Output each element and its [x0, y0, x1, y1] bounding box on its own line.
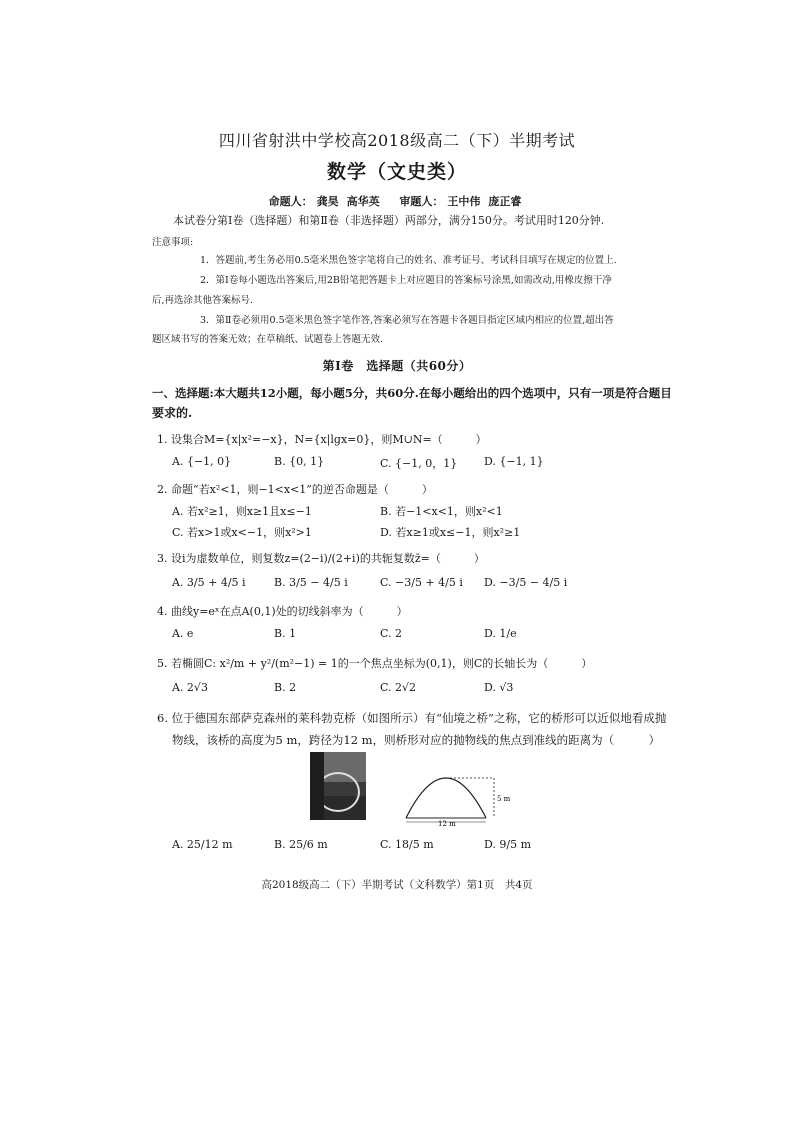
note-2a: 2．第Ⅰ卷每小题选出答案后,用2B铅笔把答题卡上对应题目的答案标号涂黑,如需改动,用橡皮擦干净: [200, 275, 612, 286]
note-3b: 题区域书写的答案无效；在草稿纸、试题卷上答题无效.: [152, 334, 384, 345]
reviewers-label: 审题人： 王中伟 庞正睿: [399, 195, 522, 208]
q1-option-c: C. {−1, 0，1}: [380, 457, 458, 470]
exam-subtitle: 数学（文史类）: [326, 161, 467, 183]
q4-option-b: B. 1: [274, 627, 297, 640]
page-footer: 高2018级高二（下）半期考试（文科数学）第1页 共4页: [261, 879, 533, 891]
authors-line: [0, 193, 794, 209]
note-3a: 3．第Ⅱ卷必须用0.5毫米黑色签字笔作答,答案必须写在答题卡各题目指定区域内相应的位置,超出答: [200, 315, 614, 326]
q5-option-d: D. √3: [484, 681, 514, 694]
authors-label: 命题人： 龚昊 高华英: [268, 195, 380, 208]
q6-option-c: C. 18/5 m: [380, 838, 434, 851]
q3-option-d: D. −3/5 − 4/5 i: [484, 576, 568, 589]
span-label: 12 m: [438, 820, 456, 828]
q2-option-d: D. 若x≥1或x≤−1，则x²≥1: [380, 526, 521, 539]
q3-option-a: A. 3/5 + 4/5 i: [172, 576, 246, 589]
section-title: 第Ⅰ卷 选择题（共60分）: [322, 359, 472, 373]
q4-option-c: C. 2: [380, 627, 403, 640]
question-2-stem: 2. 命题“若x²<1，则−1<x<1”的逆否命题是（ ）: [157, 483, 433, 496]
question-1-stem: 1. 设集合M={x|x²=−x}，N={x|lgx=0}，则M∪N=（ ）: [157, 433, 487, 446]
q3-option-c: C. −3/5 + 4/5 i: [380, 576, 463, 589]
notes-label: 注意事项:: [152, 237, 194, 248]
q1-option-d: D. {−1, 1}: [484, 455, 544, 468]
q6-option-a: A. 25/12 m: [172, 838, 233, 851]
instruction-line-1: 一、选择题:本大题共12小题，每小题5分，共60分.在每小题给出的四个选项中，只有一项是符合题目: [152, 386, 672, 400]
q2-option-b: B. 若−1<x<1，则x²<1: [380, 505, 503, 518]
q5-option-a: A. 2√3: [172, 681, 208, 694]
q4-option-a: A. e: [172, 627, 194, 640]
note-2b: 后,再选涂其他答案标号.: [152, 295, 254, 306]
height-label: 5 m: [497, 795, 510, 803]
question-4-stem: 4. 曲线y=eˣ在点A(0,1)处的切线斜率为（ ）: [157, 605, 408, 618]
question-6-stem-line-2: 物线，该桥的高度为5 m，跨径为12 m，则桥形对应的抛物线的焦点到准线的距离为（ ）: [172, 733, 661, 747]
parabola-diagram: [398, 756, 510, 828]
q4-option-d: D. 1/e: [484, 627, 517, 640]
q5-option-b: B. 2: [274, 681, 297, 694]
parabola-curve: [406, 778, 486, 818]
q6-option-b: B. 25/6 m: [274, 838, 328, 851]
q2-option-a: A. 若x²≥1，则x≥1且x≤−1: [172, 505, 312, 518]
question-3-stem: 3. 设i为虚数单位，则复数z=(2−i)/(2+i)的共轭复数z̄=（ ）: [157, 552, 485, 565]
exam-title: 四川省射洪中学校高2018级高二（下）半期考试: [218, 131, 576, 150]
instruction-line-2: 要求的.: [152, 406, 193, 420]
q3-option-b: B. 3/5 − 4/5 i: [274, 576, 348, 589]
note-1: 1．答题前,考生务必用0.5毫米黑色签字笔将自己的姓名、准考证号、考试科目填写在规定的位置上.: [200, 255, 617, 266]
question-5-stem: 5. 若椭圆C: x²/m + y²/(m²−1) = 1的一个焦点坐标为(0,1)，则C的长轴长为（ ）: [157, 657, 593, 670]
q1-option-a: A. {−1, 0}: [172, 455, 232, 468]
section-instruction: [152, 383, 672, 423]
q5-option-c: C. 2√2: [380, 681, 417, 694]
q2-option-c: C. 若x>1或x<−1，则x²>1: [172, 526, 312, 539]
intro-line: 本试卷分第Ⅰ卷（选择题）和第Ⅱ卷（非选择题）两部分，满分150分。考试用时120分钟.: [173, 214, 605, 227]
question-6-stem-line-1: 6. 位于德国东部萨克森州的莱科勃克桥（如图所示）有“仙境之桥”之称，它的桥形可以近似地看成抛: [157, 711, 667, 725]
q1-option-b: B. {0, 1}: [274, 455, 325, 468]
q6-option-d: D. 9/5 m: [484, 838, 532, 851]
bridge-photo: [310, 752, 366, 820]
